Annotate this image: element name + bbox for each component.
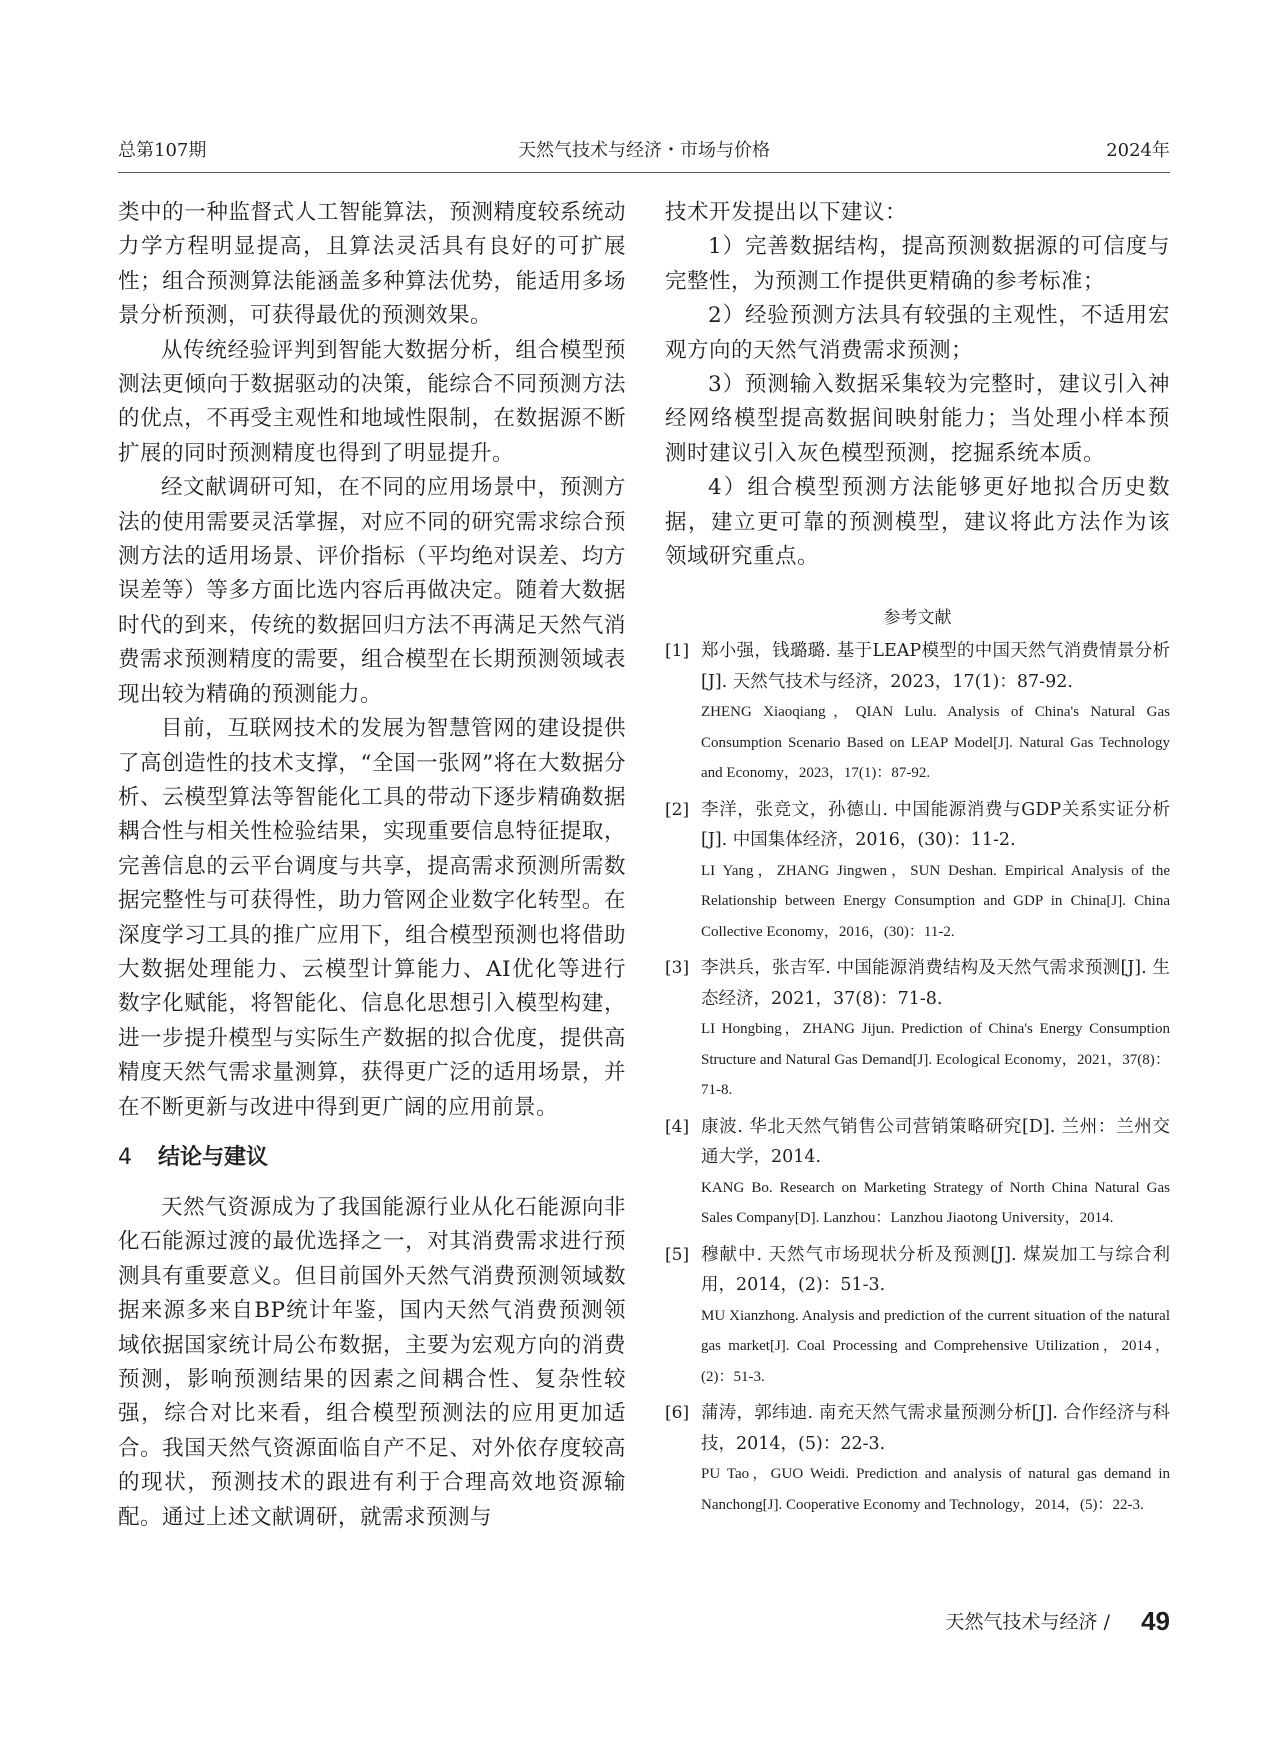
body-paragraph: 类中的一种监督式人工智能算法，预测精度较系统动力学方程明显提高，且算法灵活具有良好的可扩展性；组合预测算法能涵盖多种算法优势，能适用多场景分析预测，可获得最优的预测效果。 [118, 200, 626, 329]
issue-number: 总第107期 [118, 140, 207, 161]
reference-number: [1] [665, 641, 690, 662]
reference-number: [3] [665, 958, 690, 979]
suggestion-item: 1）完善数据结构，提高预测数据源的可信度与完整性，为预测工作提供更精确的参考标准； [665, 234, 1170, 294]
reference-entry [665, 953, 1170, 1106]
reference-number: [2] [665, 799, 690, 820]
references-heading: 参考文献 [883, 608, 952, 629]
running-header [118, 136, 1170, 166]
reference-chinese: 李洪兵，张吉军. 中国能源消费结构及天然气需求预测[J]. 生态经济，2021，37(8)：71-8. [701, 958, 1170, 1009]
page-footer [700, 1604, 1170, 1640]
right-column [665, 196, 1170, 1526]
reference-chinese: 蒲涛，郭纬迪. 南充天然气需求量预测分析[J]. 合作经济与科技，2014，(5)：22-3. [701, 1403, 1170, 1454]
reference-entry [665, 1112, 1170, 1234]
reference-english: KANG Bo. Research on Marketing Strategy of North China Natural Gas Sales Company[D]. Lanzhou：Lanzhou Jiaotong University，2014. [701, 1179, 1170, 1227]
footer-journal-name: 天然气技术与经济 / [945, 1611, 1110, 1633]
body-paragraph: 经文献调研可知，在不同的应用场景中，预测方法的使用需要灵活掌握，对应不同的研究需求综合预测方法的适用场景、评价指标（平均绝对误差、均方误差等）等多方面比选内容后再做决定。随着大数据时代的到来，传统的数据回归方法不再满足天然气消费需求预测精度的需要，组合模型在长期预测领域表现出较为精确的预测能力。 [118, 475, 626, 707]
suggestion-item: 2）经验预测方法具有较强的主观性，不适用宏观方向的天然气消费需求预测； [665, 303, 1170, 363]
reference-english: LI Hongbing，ZHANG Jijun. Prediction of China's Energy Consumption Structure and Natural Gas Demand[J]. Ecological Economy，2021，37(8)：71-8. [701, 1021, 1170, 1099]
reference-entry [665, 795, 1170, 948]
section-number: 4 [118, 1144, 132, 1170]
section-heading [118, 1143, 626, 1173]
body-paragraph: 目前，互联网技术的发展为智慧管网的建设提供了高创造性的技术支撑，“全国一张网”将在大数据分析、云模型算法等智能化工具的带动下逐步精确数据耦合性与相关性检验结果，实现重要信息特征提取，完善信息的云平台调度与共享，提高需求预测所需数据完整性与可获得性，助力管网企业数字化转型。在深度学习工具的推广应用下，组合模型预测也将借助大数据处理能力、云模型计算能力、AI优化等进行数字化赋能，将智能化、信息化思想引入模型构建，进一步提升模型与实际生产数据的拟合优度，提供高精度天然气需求量测算，获得更广泛的适用场景，并在不断更新与改进中得到更广阔的应用前景。 [118, 716, 626, 1120]
left-column [118, 196, 626, 1535]
body-paragraph: 从传统经验评判到智能大数据分析，组合模型预测法更倾向于数据驱动的决策，能综合不同预测方法的优点，不再受主观性和地域性限制，在数据源不断扩展的同时预测精度也得到了明显提升。 [118, 337, 626, 466]
body-paragraph: 天然气资源成为了我国能源行业从化石能源向非化石能源过渡的最优选择之一，对其消费需求进行预测具有重要意义。但目前国外天然气消费预测领域数据来源多来自BP统计年鉴，国内天然气消费预测领域依据国家统计局公布数据，主要为宏观方向的消费预测，影响预测结果的因素之间耦合性、复杂性较强，综合对比来看，组合模型预测法的应用更加适合。我国天然气资源面临自产不足、对外依存度较高的现状，预测技术的跟进有利于合理高效地资源输配。通过上述文献调研，就需求预测与 [118, 1194, 626, 1530]
reference-chinese: 穆献中. 天然气市场现状分析及预测[J]. 煤炭加工与综合利用，2014，(2)：51-3. [701, 1244, 1170, 1296]
section-title: 结论与建议 [158, 1144, 269, 1170]
reference-number: [6] [665, 1403, 690, 1424]
suggestion-item: 3）预测输入数据采集较为完整时，建议引入神经网络模型提高数据间映射能力；当处理小样本预测时建议引入灰色模型预测，挖掘系统本质。 [665, 372, 1170, 466]
page-number: 49 [1141, 1606, 1170, 1636]
reference-chinese: 康波. 华北天然气销售公司营销策略研究[D]. 兰州：兰州交通大学，2014. [701, 1116, 1170, 1168]
journal-section-title: 天然气技术与经济・市场与价格 [518, 140, 770, 161]
suggestions-intro: 技术开发提出以下建议： [665, 200, 908, 225]
reference-chinese: 郑小强，钱璐璐. 基于LEAP模型的中国天然气消费情景分析[J]. 天然气技术与经济，2023，17(1)：87-92. [701, 641, 1170, 692]
suggestion-item: 4）组合模型预测方法能够更好地拟合历史数据，建立更可靠的预测模型，建议将此方法作为该领域研究重点。 [665, 475, 1170, 570]
reference-english: MU Xianzhong. Analysis and prediction of the current situation of the natural gas market[J]. Coal Processing and Comprehensive Utilization，2014，(2)：51-3. [701, 1307, 1170, 1385]
reference-english: PU Tao，GUO Weidi. Prediction and analysis of natural gas demand in Nanchong[J]. Cooperative Economy and Technology，2014，(5)：22-3. [701, 1466, 1170, 1513]
reference-english: LI Yang，ZHANG Jingwen，SUN Deshan. Empirical Analysis of the Relationship between Energy Consumption and GDP in China[J]. China Collective Economy，2016，(30)：11-2. [701, 862, 1170, 940]
reference-english: ZHENG Xiaoqiang，QIAN Lulu. Analysis of China's Natural Gas Consumption Scenario Based on LEAP Model[J]. Natural Gas Technology and Economy，2023，17(1)：87-92. [701, 704, 1170, 782]
reference-number: [5] [665, 1244, 690, 1265]
header-divider [118, 172, 1170, 173]
reference-entry [665, 1240, 1170, 1393]
reference-chinese: 李洋，张竞文，孙德山. 中国能源消费与GDP关系实证分析[J]. 中国集体经济，2016，(30)：11-2. [701, 799, 1170, 851]
reference-entry [665, 636, 1170, 789]
publication-year: 2024年 [1106, 140, 1170, 161]
reference-number: [4] [665, 1116, 690, 1137]
reference-entry [665, 1398, 1170, 1520]
